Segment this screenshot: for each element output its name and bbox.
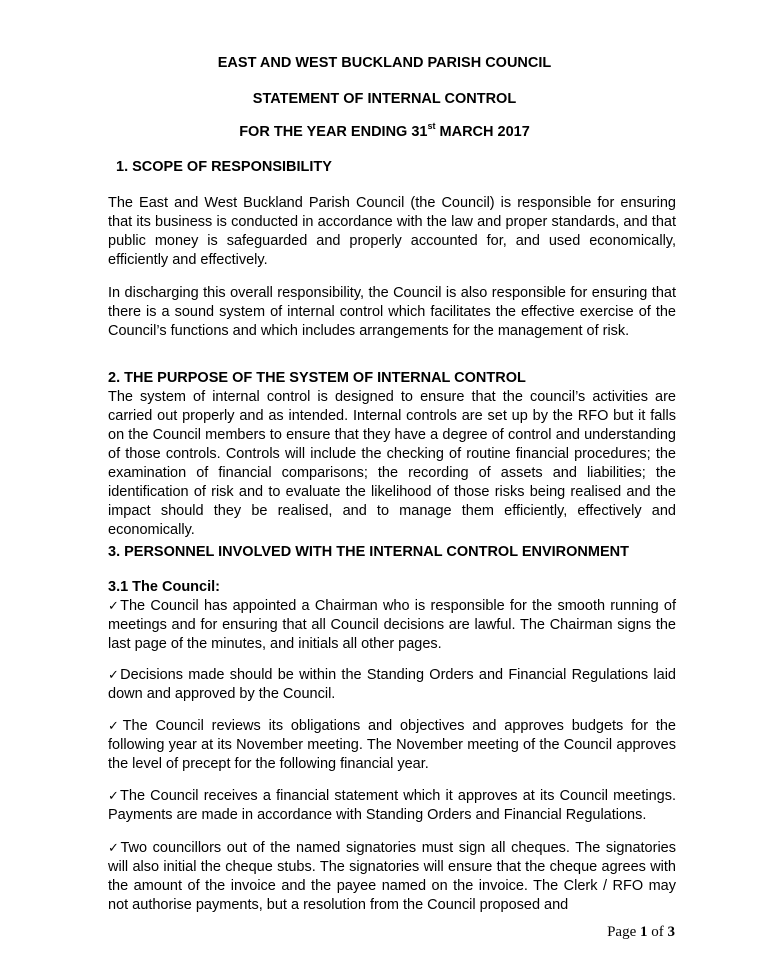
bullet-budgets xyxy=(108,717,676,774)
subsection-3-1-heading: 3.1 The Council: xyxy=(108,579,220,595)
bullet-financial-statement xyxy=(108,787,676,825)
page-footer xyxy=(607,924,675,941)
section-2-heading: 2. THE PURPOSE OF THE SYSTEM OF INTERNAL CONTROL xyxy=(108,370,526,386)
org-title: EAST AND WEST BUCKLAND PARISH COUNCIL xyxy=(217,55,552,71)
section-1-paragraph-1: The East and West Buckland Parish Council (the Council) is responsible for ensuring that its business is conducted in accordance with the law and proper standards, and that public money is safeguarded and properly accounted for, and used economically, efficiently and effectively. xyxy=(108,195,676,268)
year-title-suffix: MARCH 2017 xyxy=(435,124,530,140)
checkmark-icon: ✓ xyxy=(108,599,121,614)
bullet-text: The Council receives a financial statement which it approves at its Council meetings. Payments are made in accordance with Standing Orders and Financial Regulations. xyxy=(108,788,676,823)
section-1-paragraph-2: In discharging this overall responsibility, the Council is also responsible for ensuring that there is a sound system of internal control which facilitates the effective exercise of the Council’s functions and which includes arrangements for the management of risk. xyxy=(108,285,676,339)
section-1-heading: 1. SCOPE OF RESPONSIBILITY xyxy=(116,159,332,175)
bullet-text: Two councillors out of the named signatories must sign all cheques. The signatories will also initial the cheque stubs. The signatories will ensure that the cheque agrees with the amount of the invoice and the payee named on the invoice. The Clerk / RFO may not authorise payments, but a resolution from the Council proposed and xyxy=(108,840,676,913)
year-title-prefix: FOR THE YEAR ENDING 31 xyxy=(239,124,428,140)
page-total: 3 xyxy=(667,924,675,940)
checkmark-icon: ✓ xyxy=(108,789,121,804)
checkmark-icon: ✓ xyxy=(108,841,121,856)
bullet-text: The Council has appointed a Chairman who is responsible for the smooth running of meetings and for ensuring that all Council decisions are lawful. The Chairman signs the last page of the minutes, and initials all other pages. xyxy=(108,598,676,652)
bullet-text: Decisions made should be within the Standing Orders and Financial Regulations laid down and approved by the Council. xyxy=(108,667,676,702)
section-3-heading: 3. PERSONNEL INVOLVED WITH THE INTERNAL CONTROL ENVIRONMENT xyxy=(108,544,629,560)
page-number: 1 xyxy=(640,924,648,940)
bullet-decisions xyxy=(108,666,676,704)
year-title-sup: st xyxy=(427,121,436,131)
bullet-chairman xyxy=(108,597,676,654)
section-2-paragraph: The system of internal control is designed to ensure that the council’s activities are carried out properly and as intended. Internal controls are set up by the RFO but it falls on the Council members to ensure that they have a degree of control and understanding of those controls. Controls will include the checking of routine financial procedures; the examination of financial comparisons; the recording of assets and liabilities; the identification of risk and to evaluate the likelihood of those risks being realised and the impact should they be realised, and to manage them efficiently, effectively and economically. xyxy=(108,389,676,538)
year-title xyxy=(0,121,769,140)
bullet-cheques xyxy=(108,839,676,915)
page-of-label: of xyxy=(647,924,668,940)
document-title: STATEMENT OF INTERNAL CONTROL xyxy=(252,91,517,107)
checkmark-icon: ✓ xyxy=(108,668,121,683)
bullet-text: The Council reviews its obligations and objectives and approves budgets for the following year at its November meeting. The November meeting of the Council approves the level of precept for the following financial year. xyxy=(108,718,676,772)
checkmark-icon: ✓ xyxy=(108,719,123,734)
page-label: Page xyxy=(607,924,640,940)
